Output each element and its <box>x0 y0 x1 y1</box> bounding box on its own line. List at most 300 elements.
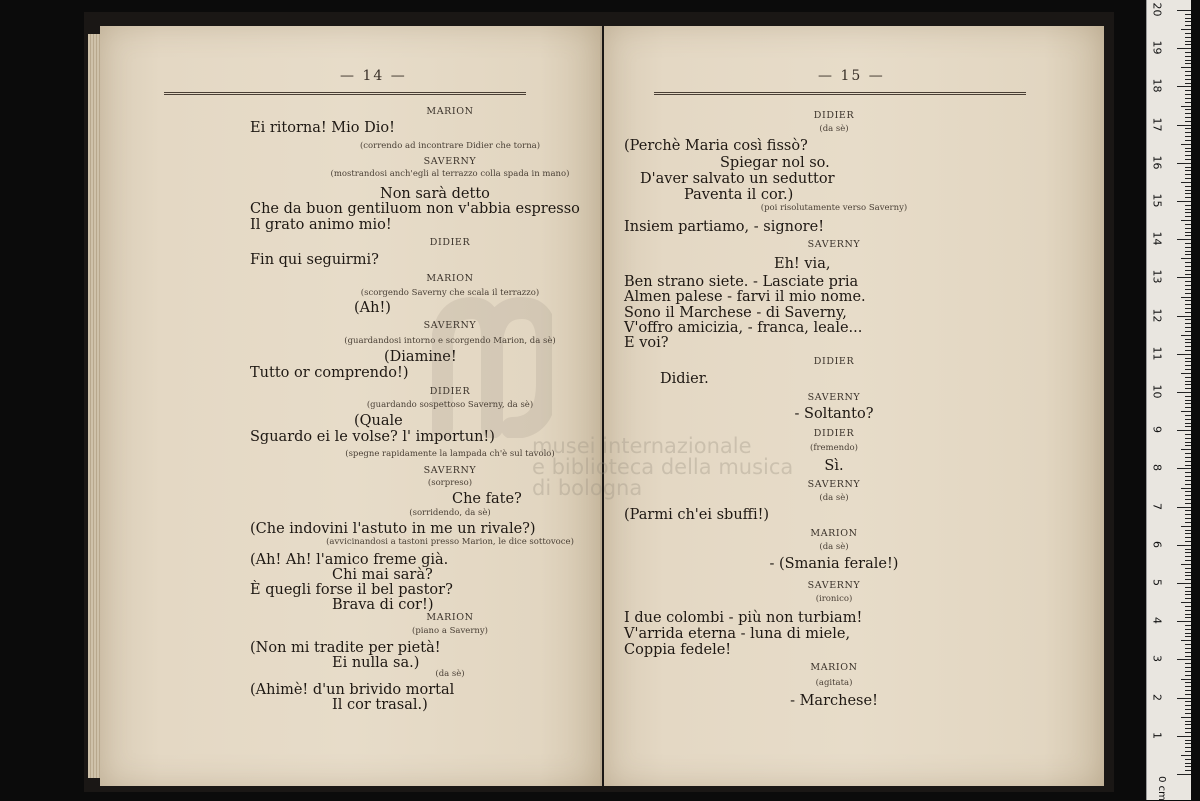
ruler-tick <box>1185 148 1191 149</box>
ruler-tick <box>1185 79 1191 80</box>
watermark-line: di bologna <box>532 476 643 500</box>
ruler-number: 2 <box>1150 693 1164 701</box>
ruler-tick <box>1185 190 1191 191</box>
ruler-tick <box>1185 254 1191 255</box>
ruler-tick <box>1185 323 1191 324</box>
ruler-tick <box>1177 468 1191 469</box>
verse-line: (Che indovini l'astuto in me un rivale?) <box>250 521 536 537</box>
ruler-tick <box>1185 701 1191 702</box>
speaker-name: DIDIER <box>813 110 855 121</box>
ruler-tick <box>1185 21 1191 22</box>
verse-line: Chi mai sarà? <box>332 567 433 583</box>
ruler-tick <box>1185 289 1191 290</box>
ruler-number: 5 <box>1150 579 1164 586</box>
ruler-tick <box>1185 319 1191 320</box>
ruler-tick <box>1177 507 1191 508</box>
header-rule-right <box>654 92 1026 95</box>
ruler-tick <box>1185 247 1191 248</box>
ruler-tick <box>1185 484 1191 485</box>
stage-direction: (da sè) <box>819 493 849 503</box>
ruler-tick <box>1185 262 1191 263</box>
ruler-tick <box>1185 293 1191 294</box>
ruler-tick <box>1177 430 1191 431</box>
ruler-tick <box>1185 644 1191 645</box>
ruler-tick <box>1185 44 1191 45</box>
ruler-tick <box>1185 671 1191 672</box>
ruler-number: 7 <box>1150 502 1164 510</box>
ruler-number: 11 <box>1150 346 1164 361</box>
ruler-tick <box>1185 419 1191 420</box>
stage-direction: (correndo ad incontrare Didier che torna) <box>359 141 541 151</box>
ruler-tick <box>1185 369 1191 370</box>
ruler-tick <box>1185 384 1191 385</box>
watermark-line: e biblioteca della musica <box>532 455 794 479</box>
ruler-tick <box>1185 102 1191 103</box>
ruler-tick <box>1181 488 1191 489</box>
ruler-tick <box>1185 41 1191 42</box>
ruler-tick <box>1185 510 1191 511</box>
header-rule-left <box>164 92 526 95</box>
ruler-tick <box>1185 530 1191 531</box>
ruler-tick <box>1185 759 1191 760</box>
ruler-tick <box>1185 453 1191 454</box>
watermark-line: musei internazionale <box>532 434 752 458</box>
ruler-tick <box>1185 465 1191 466</box>
ruler-tick <box>1185 648 1191 649</box>
ruler-tick <box>1185 514 1191 515</box>
ruler-tick <box>1185 663 1191 664</box>
ruler-tick <box>1181 67 1191 68</box>
speaker-name: MARION <box>426 273 474 284</box>
ruler-tick <box>1185 694 1191 695</box>
speaker-name: MARION <box>810 662 858 673</box>
ruler-tick <box>1185 415 1191 416</box>
ruler-tick <box>1185 400 1191 401</box>
verse-line: Sono il Marchese - di Saverny, <box>624 305 847 321</box>
ruler-tick <box>1177 10 1191 11</box>
ruler-tick <box>1185 541 1191 542</box>
ruler-tick <box>1185 312 1191 313</box>
ruler-tick <box>1185 705 1191 706</box>
ruler-tick <box>1177 736 1191 737</box>
verse-line: V'arrida eterna - luna di miele, <box>624 626 851 642</box>
verse-line: (Quale <box>354 413 403 429</box>
ruler-tick <box>1185 56 1191 57</box>
watermark-logo <box>432 288 552 438</box>
ruler-tick <box>1181 564 1191 565</box>
verse-line: È quegli forse il bel pastor? <box>250 582 453 598</box>
stage-direction: (guardandosi intorno e scorgendo Marion, da sè) <box>344 336 556 346</box>
ruler-tick <box>1185 25 1191 26</box>
ruler-tick <box>1181 258 1191 259</box>
ruler-tick <box>1185 617 1191 618</box>
speaker-name: SAVERNY <box>807 392 861 403</box>
stage-direction: (piano a Saverny) <box>412 626 488 636</box>
ruler-tick <box>1185 151 1191 152</box>
ruler-tick <box>1185 121 1191 122</box>
ruler-tick <box>1185 128 1191 129</box>
ruler-tick <box>1177 392 1191 393</box>
ruler-tick <box>1185 575 1191 576</box>
ruler-tick <box>1185 83 1191 84</box>
ruler-number: 6 <box>1150 540 1164 548</box>
ruler-number: 4 <box>1150 617 1164 625</box>
ruler-tick <box>1185 682 1191 683</box>
ruler-tick <box>1185 331 1191 332</box>
verse-line: (Non mi tradite per pietà! <box>250 640 441 656</box>
ruler-tick <box>1181 679 1191 680</box>
ruler-tick <box>1185 713 1191 714</box>
ruler-tick <box>1185 52 1191 53</box>
speaker-name: DIDIER <box>429 386 471 397</box>
ruler-tick <box>1185 71 1191 72</box>
ruler-tick <box>1177 239 1191 240</box>
ruler-tick <box>1177 545 1191 546</box>
ruler-tick <box>1177 277 1191 278</box>
verse-line: Coppia fedele! <box>624 642 732 658</box>
ruler-tick <box>1181 717 1191 718</box>
ruler-tick <box>1185 426 1191 427</box>
ruler-number: 16 <box>1150 155 1164 170</box>
verse-line: (Perchè Maria così fissò? <box>624 138 808 154</box>
ruler-tick <box>1185 37 1191 38</box>
stage-direction: (ironico) <box>815 594 853 604</box>
ruler-tick <box>1177 201 1191 202</box>
ruler-tick <box>1185 766 1191 767</box>
ruler-tick <box>1185 117 1191 118</box>
verse-line: Che da buon gentiluom non v'abbia espresso <box>250 201 580 217</box>
ruler-tick <box>1181 220 1191 221</box>
ruler-tick <box>1185 197 1191 198</box>
speaker-name: SAVERNY <box>423 156 477 167</box>
ruler-tick <box>1185 212 1191 213</box>
ruler-tick <box>1177 583 1191 584</box>
ruler-tick <box>1185 560 1191 561</box>
ruler-tick <box>1185 480 1191 481</box>
stage-direction: (da sè) <box>435 669 465 679</box>
ruler-tick <box>1185 770 1191 771</box>
speaker-name: SAVERNY <box>423 320 477 331</box>
verse-line: Non sarà detto <box>380 186 490 202</box>
verse-line: Almen palese - farvi il mio nome. <box>624 289 866 305</box>
ruler-tick <box>1181 526 1191 527</box>
speaker-name: DIDIER <box>813 356 855 367</box>
ruler-tick <box>1185 587 1191 588</box>
stage-direction: (guardando sospettoso Saverny, da sè) <box>366 400 534 410</box>
stage-direction: (spegne rapidamente la lampada ch'è sul tavolo) <box>345 449 555 459</box>
ruler-tick <box>1185 232 1191 233</box>
ruler-tick <box>1185 556 1191 557</box>
ruler-number: 17 <box>1150 117 1164 132</box>
ruler-number: 20 <box>1150 2 1164 17</box>
ruler-tick <box>1185 178 1191 179</box>
ruler-tick <box>1185 636 1191 637</box>
ruler-number: 19 <box>1150 40 1164 55</box>
speaker-name: SAVERNY <box>807 479 861 490</box>
ruler-number: 12 <box>1150 308 1164 323</box>
ruler-tick <box>1177 774 1191 775</box>
ruler-tick <box>1185 155 1191 156</box>
speaker-name: DIDIER <box>813 428 855 439</box>
verse-line: - Marchese! <box>790 693 878 709</box>
ruler-tick <box>1185 18 1191 19</box>
ruler-number: 14 <box>1150 231 1164 246</box>
speaker-name: DIDIER <box>429 237 471 248</box>
ruler-tick <box>1185 285 1191 286</box>
ruler-tick <box>1185 235 1191 236</box>
ruler-tick <box>1185 445 1191 446</box>
ruler-tick <box>1185 63 1191 64</box>
verse-line: Sguardo ei le volse? l' importun!) <box>250 429 495 445</box>
ruler-tick <box>1181 449 1191 450</box>
stage-direction: (sorridendo, da sè) <box>409 508 491 518</box>
ruler-tick <box>1185 743 1191 744</box>
ruler-tick <box>1185 209 1191 210</box>
verse-line: Eh! via, <box>774 256 831 272</box>
speaker-name: MARION <box>426 612 474 623</box>
ruler-tick <box>1185 228 1191 229</box>
verse-line: (Ahimè! d'un brivido mortal <box>250 682 455 698</box>
verse-line: Il grato animo mio! <box>250 217 392 233</box>
ruler-tick <box>1185 594 1191 595</box>
ruler-tick <box>1185 552 1191 553</box>
ruler-tick <box>1177 659 1191 660</box>
ruler-tick <box>1185 350 1191 351</box>
ruler-tick <box>1185 300 1191 301</box>
ruler-tick <box>1181 335 1191 336</box>
stage-direction: (scorgendo Saverny che scala il terrazzo) <box>360 288 540 298</box>
verse-line: Il cor trasal.) <box>332 697 428 713</box>
ruler-tick <box>1181 182 1191 183</box>
verse-line: (Parmi ch'ei sbuffi!) <box>624 507 770 523</box>
stage-direction: (poi risolutamente verso Saverny) <box>760 203 908 213</box>
stage-direction: (mostrandosi anch'egli al terrazzo colla spada in mano) <box>330 169 570 179</box>
stage-direction: (sorpreso) <box>427 478 473 488</box>
ruler-tick <box>1185 381 1191 382</box>
speaker-name: MARION <box>426 106 474 117</box>
ruler-tick <box>1177 621 1191 622</box>
ruler-tick <box>1185 503 1191 504</box>
ruler-tick <box>1185 438 1191 439</box>
ruler-tick <box>1185 159 1191 160</box>
ruler-tick <box>1185 281 1191 282</box>
ruler-tick <box>1185 186 1191 187</box>
speaker-name: MARION <box>810 528 858 539</box>
verse-line: E voi? <box>624 335 669 351</box>
ruler-tick <box>1185 216 1191 217</box>
ruler-tick <box>1185 224 1191 225</box>
ruler-tick <box>1185 549 1191 550</box>
verse-line: Ei nulla sa.) <box>332 655 420 671</box>
ruler-tick <box>1185 174 1191 175</box>
ruler-tick <box>1185 342 1191 343</box>
ruler-tick <box>1181 640 1191 641</box>
verse-line: D'aver salvato un seduttor <box>640 171 835 187</box>
ruler-tick <box>1185 656 1191 657</box>
ruler-tick <box>1185 75 1191 76</box>
ruler-tick <box>1185 747 1191 748</box>
verse-line: Che fate? <box>452 491 522 507</box>
verse-line: (Ah!) <box>354 300 391 316</box>
ruler-tick <box>1185 308 1191 309</box>
ruler-tick <box>1185 90 1191 91</box>
speaker-name: SAVERNY <box>807 580 861 591</box>
ruler-tick <box>1185 361 1191 362</box>
ruler-tick <box>1185 591 1191 592</box>
ruler-tick <box>1185 709 1191 710</box>
ruler-tick <box>1185 140 1191 141</box>
ruler-tick <box>1185 407 1191 408</box>
verse-line: Ei ritorna! Mio Dio! <box>250 120 395 136</box>
ruler-tick <box>1185 728 1191 729</box>
verse-line: Fin qui seguirmi? <box>250 252 379 268</box>
ruler-tick <box>1185 625 1191 626</box>
ruler-tick <box>1185 740 1191 741</box>
ruler-tick <box>1185 533 1191 534</box>
ruler-number: 8 <box>1150 464 1164 472</box>
verse-line: - (Smania ferale!) <box>769 556 899 572</box>
ruler-tick <box>1185 495 1191 496</box>
ruler-tick <box>1185 434 1191 435</box>
stage-direction: (agitata) <box>815 678 853 688</box>
ruler-tick <box>1185 491 1191 492</box>
ruler-tick <box>1185 274 1191 275</box>
verse-line: (Diamine! <box>384 349 457 365</box>
ruler-tick <box>1181 106 1191 107</box>
ruler-tick <box>1185 205 1191 206</box>
ruler-tick <box>1185 193 1191 194</box>
ruler-tick <box>1185 327 1191 328</box>
verse-line: Paventa il cor.) <box>684 187 794 203</box>
ruler-tick <box>1185 598 1191 599</box>
ruler-tick <box>1185 60 1191 61</box>
ruler-tick <box>1185 675 1191 676</box>
ruler-tick <box>1181 411 1191 412</box>
ruler-tick <box>1185 476 1191 477</box>
ruler-tick <box>1185 667 1191 668</box>
watermark-text <box>532 436 852 499</box>
page-number-right: — 15 — <box>818 68 885 84</box>
stage-direction: (fremendo) <box>810 443 858 453</box>
ruler-number: 1 <box>1150 731 1164 739</box>
stage-direction: (da sè) <box>819 124 849 134</box>
ruler-tick <box>1181 602 1191 603</box>
speaker-name: SAVERNY <box>423 465 477 476</box>
ruler-number: 18 <box>1150 78 1164 93</box>
ruler-tick <box>1185 732 1191 733</box>
stage-direction: (avvicinandosi a tastoni presso Marion, le dice sottovoce) <box>326 537 574 547</box>
ruler-tick <box>1177 125 1191 126</box>
ruler-number: 15 <box>1150 193 1164 208</box>
verse-line: Sì. <box>824 458 844 474</box>
ruler-tick <box>1181 755 1191 756</box>
verse-line: Tutto or comprendo!) <box>250 365 409 381</box>
ruler-tick <box>1185 499 1191 500</box>
ruler-tick <box>1185 403 1191 404</box>
ruler-tick <box>1177 48 1191 49</box>
verse-line: Ben strano siete. - Lasciate pria <box>624 274 859 290</box>
ruler-tick <box>1185 98 1191 99</box>
ruler-tick <box>1185 346 1191 347</box>
ruler-tick <box>1185 572 1191 573</box>
ruler-tick <box>1185 579 1191 580</box>
verse-line: I due colombi - più non turbiam! <box>624 610 863 626</box>
ruler-tick <box>1177 163 1191 164</box>
ruler-tick <box>1185 132 1191 133</box>
ruler-tick <box>1181 297 1191 298</box>
ruler-tick <box>1185 170 1191 171</box>
verse-line: Insiem partiamo, - signore! <box>624 219 825 235</box>
ruler-tick <box>1185 113 1191 114</box>
ruler-tick <box>1185 472 1191 473</box>
ruler-tick <box>1185 606 1191 607</box>
ruler-tick <box>1185 94 1191 95</box>
ruler-tick <box>1185 610 1191 611</box>
verse-line: Spiegar nol so. <box>720 155 830 171</box>
ruler-tick <box>1185 537 1191 538</box>
verse-line: Didier. <box>660 371 709 387</box>
ruler-tick <box>1185 339 1191 340</box>
ruler-tick <box>1185 14 1191 15</box>
ruler-tick <box>1185 396 1191 397</box>
ruler-unit-label: 0 cm <box>1155 776 1167 801</box>
ruler-tick <box>1185 266 1191 267</box>
ruler-tick <box>1185 304 1191 305</box>
ruler-tick <box>1185 721 1191 722</box>
ruler-tick <box>1185 690 1191 691</box>
ruler-tick <box>1177 354 1191 355</box>
ruler-tick <box>1185 518 1191 519</box>
ruler-tick <box>1185 461 1191 462</box>
ruler-tick <box>1181 144 1191 145</box>
ruler-tick <box>1185 652 1191 653</box>
ruler-tick <box>1185 614 1191 615</box>
ruler-tick <box>1177 316 1191 317</box>
ruler-tick <box>1185 136 1191 137</box>
verse-line: - Soltanto? <box>794 406 874 422</box>
ruler-tick <box>1185 365 1191 366</box>
verse-line: Brava di cor!) <box>332 597 434 613</box>
ruler-tick <box>1185 243 1191 244</box>
ruler-tick <box>1177 86 1191 87</box>
ruler-number: 3 <box>1150 655 1164 663</box>
open-book <box>84 12 1114 792</box>
ruler-tick <box>1185 377 1191 378</box>
ruler-number: 10 <box>1150 384 1164 399</box>
ruler-tick <box>1185 457 1191 458</box>
ruler-tick <box>1185 633 1191 634</box>
page-number-left: — 14 — <box>340 68 407 84</box>
ruler-tick <box>1185 270 1191 271</box>
ruler-tick <box>1177 698 1191 699</box>
ruler-tick <box>1185 763 1191 764</box>
ruler-tick <box>1185 109 1191 110</box>
ruler-tick <box>1185 167 1191 168</box>
stage-direction: (da sè) <box>819 542 849 552</box>
ruler-tick <box>1185 522 1191 523</box>
ruler-tick <box>1185 568 1191 569</box>
ruler-tick <box>1185 358 1191 359</box>
ruler-tick <box>1181 373 1191 374</box>
ruler-tick <box>1185 33 1191 34</box>
ruler-number: 9 <box>1150 426 1164 434</box>
ruler-tick <box>1185 686 1191 687</box>
ruler-tick <box>1181 29 1191 30</box>
speaker-name: SAVERNY <box>807 239 861 250</box>
ruler-number: 13 <box>1150 269 1164 284</box>
ruler-tick <box>1185 724 1191 725</box>
verse-line: V'offro amicizia, - franca, leale... <box>624 320 863 336</box>
